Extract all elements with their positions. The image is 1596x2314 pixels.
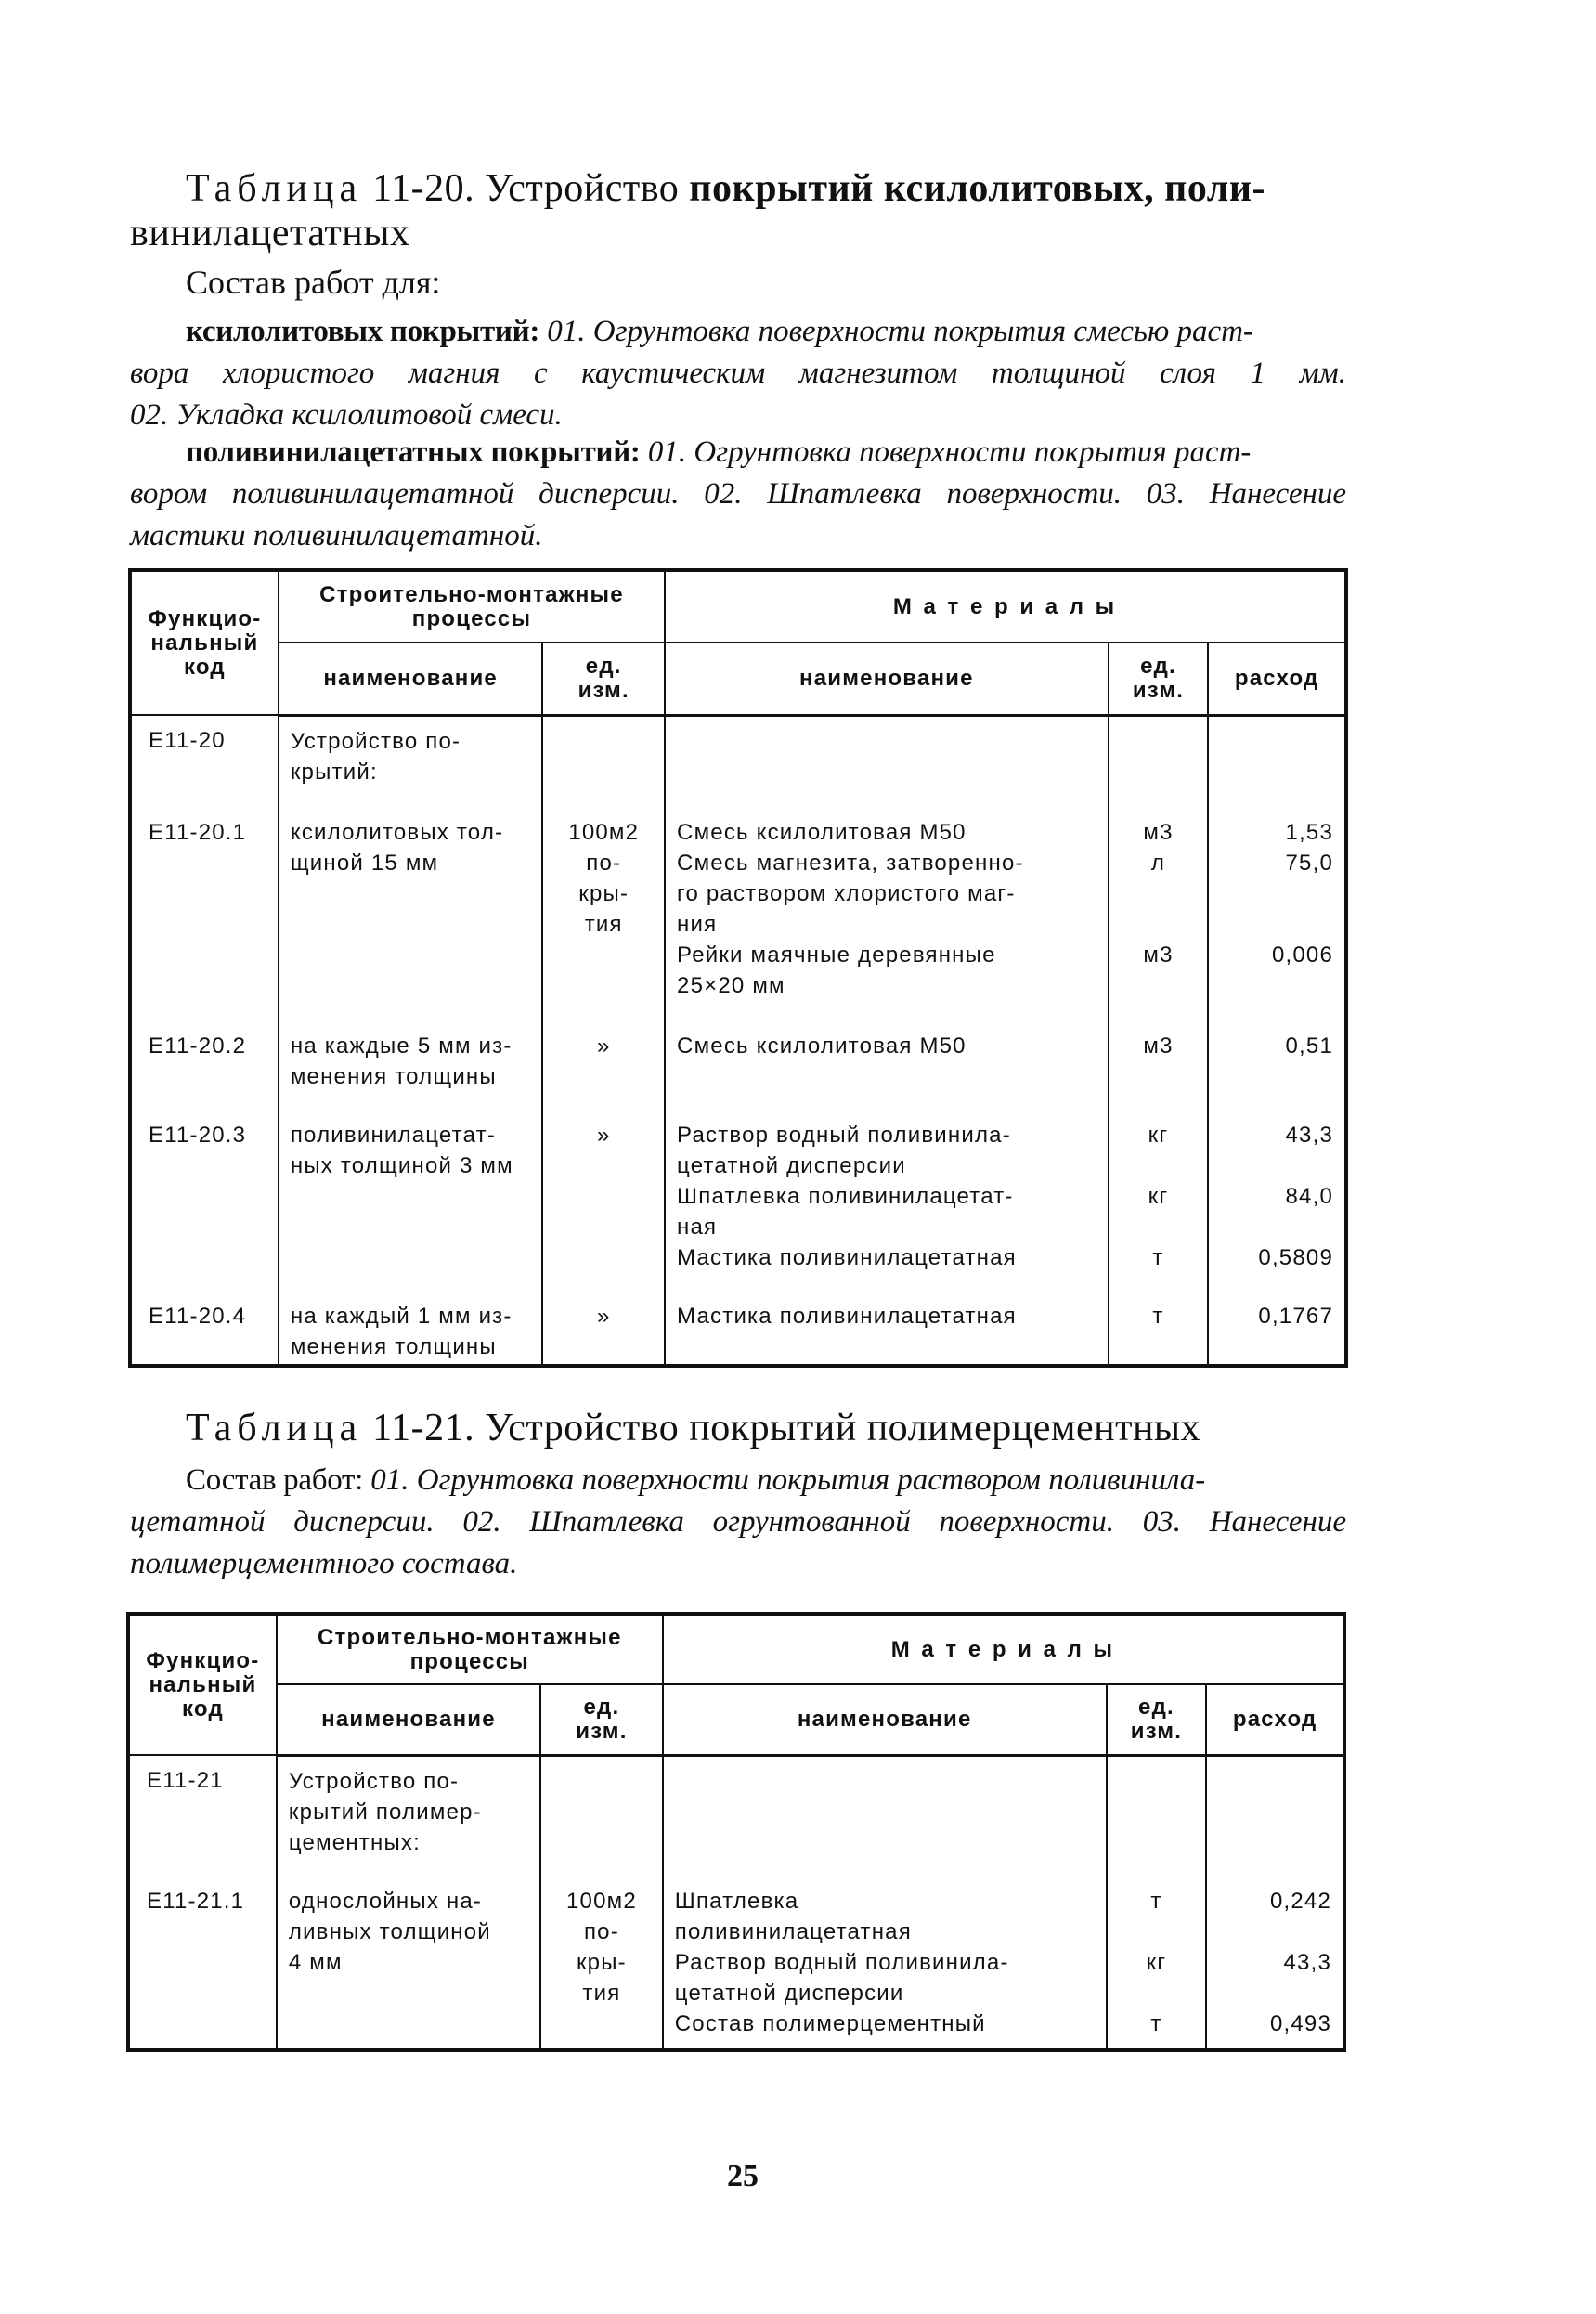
row-material-units: [1109, 1116, 1209, 1297]
row-material-units-line: [1119, 1917, 1195, 1947]
row-process-line: Устройство по-: [288, 1768, 460, 1794]
row-material-units: [1107, 1882, 1207, 2050]
row-values-line: [1220, 970, 1333, 1001]
row-values: [1206, 1755, 1344, 1882]
row-values-line: 0,1767: [1258, 1303, 1333, 1329]
row-values-line: 0,51: [1285, 1033, 1333, 1059]
table1-caption-title-normal: Устройство: [485, 167, 680, 210]
row-process-line: щиной 15 мм: [290, 850, 439, 876]
row-process-line: Устройство по-: [290, 728, 461, 754]
paragraph-2-line: мастики поливинилацетатной.: [130, 519, 543, 552]
table2-paragraph-line: цетатной дисперсии. 02. Шпатлевка огрунтованной поверхности. 03. Нанесение: [130, 1505, 1346, 1539]
row-material-units: [1109, 1027, 1209, 1116]
row-process-unit-line: кры-: [576, 1949, 627, 1975]
table1-paragraph-2: [130, 432, 1346, 557]
row-materials: [665, 1297, 1109, 1366]
row-values-line: [1220, 1150, 1333, 1181]
row-values-line: 75,0: [1285, 850, 1333, 876]
row-process-unit: [542, 813, 665, 1027]
row-code: Е11-21: [128, 1755, 277, 1882]
row-materials: [665, 715, 1109, 813]
row-process-line: ных толщиной 3 мм: [290, 1152, 513, 1178]
row-values: [1206, 1882, 1344, 2050]
row-values-line: 0,242: [1269, 1888, 1331, 1914]
row-process-line: однослойных на-: [288, 1888, 483, 1914]
row-values-line: [1218, 1917, 1331, 1947]
row-code: Е11-20.2: [130, 1027, 279, 1116]
row-material-units: [1109, 813, 1209, 1027]
row-material-units-line: [1121, 970, 1197, 1001]
table-11-20: [128, 568, 1348, 1368]
row-material-units-line: кг: [1146, 1949, 1167, 1975]
row-materials-line: Смесь ксилолитовая М50: [677, 1033, 967, 1059]
row-material-units-line: кг: [1148, 1122, 1169, 1148]
row-material-units-line: [1121, 909, 1197, 940]
table1-paragraph-1: [130, 311, 1346, 436]
header-process-name: наименование: [277, 1684, 540, 1755]
header-material-unit: ед. изм.: [1107, 1684, 1207, 1755]
row-process: [279, 1116, 543, 1297]
row-process-unit: [540, 1755, 663, 1882]
paragraph-2-lead: поливинилацетатных покрытий:: [186, 436, 641, 469]
row-material-units: [1109, 715, 1209, 813]
paragraph-2-line: вором поливинилацетатной дисперсии. 02. Шпатлевка поверхности. 03. Нанесение: [130, 477, 1346, 511]
row-materials-line: цетатной дисперсии: [674, 1980, 904, 2006]
row-process-unit-line: тия: [582, 1980, 621, 2006]
row-process-unit-line: »: [596, 1122, 611, 1148]
header-process-unit: ед. изм.: [540, 1684, 663, 1755]
row-values-line: 1,53: [1285, 819, 1333, 845]
table2-paragraph-line: полимерцементного состава.: [130, 1547, 518, 1580]
header-process-name: наименование: [279, 643, 543, 715]
row-process: [279, 813, 543, 1027]
row-materials: [663, 1755, 1107, 1882]
header-process-unit: ед. изм.: [542, 643, 665, 715]
table2-caption-word: Таблица: [186, 1407, 363, 1450]
row-process-unit-line: тия: [584, 911, 623, 937]
row-material-units: [1109, 1297, 1209, 1366]
row-materials-line: Смесь ксилолитовая М50: [677, 819, 967, 845]
row-process-unit-line: по-: [583, 1918, 619, 1944]
table-row: [128, 1755, 1344, 1882]
header-consumption: расход: [1206, 1684, 1344, 1755]
row-values-line: 84,0: [1285, 1183, 1333, 1209]
row-process-line: менения толщины: [290, 1063, 497, 1089]
row-process-line: поливинилацетат-: [290, 1122, 497, 1148]
row-materials-line: Мастика поливинилацетатная: [677, 1303, 1017, 1329]
row-material-units-line: м3: [1143, 1033, 1174, 1059]
row-material-units-line: [1119, 1978, 1195, 2008]
header-code: Функцио- нальный код: [130, 570, 279, 715]
paragraph-1-line: 02. Укладка ксилолитовой смеси.: [130, 398, 563, 432]
row-materials-line: Мастика поливинилацетатная: [677, 1244, 1017, 1270]
table-11-21: [126, 1612, 1346, 2052]
header-materials: М а т е р и а л ы: [665, 570, 1346, 643]
row-values-line: 43,3: [1285, 1122, 1333, 1148]
row-process-unit: [540, 1882, 663, 2050]
row-materials-line: 25×20 мм: [677, 972, 785, 998]
header-materials: М а т е р и а л ы: [663, 1614, 1344, 1684]
header-processes: Строительно-монтажные процессы: [277, 1614, 663, 1684]
row-values: [1208, 1027, 1346, 1116]
table2-paragraph-lead: Состав работ:: [186, 1463, 363, 1497]
table2-caption: [186, 1407, 1411, 1450]
header-processes: Строительно-монтажные процессы: [279, 570, 665, 643]
table-row: [130, 1297, 1346, 1366]
paragraph-2-line: 01. Огрунтовка поверхности покрытия раст-: [647, 436, 1252, 469]
row-values: [1208, 813, 1346, 1027]
row-process: [277, 1882, 540, 2050]
row-process-line: ксилолитовых тол-: [290, 819, 504, 845]
row-code: Е11-20.1: [130, 813, 279, 1027]
row-material-units-line: л: [1150, 850, 1166, 876]
row-process-line: на каждый 1 мм из-: [290, 1303, 513, 1329]
row-process-line: на каждые 5 мм из-: [290, 1033, 513, 1059]
row-material-units-line: т: [1152, 1303, 1164, 1329]
row-process-unit: [542, 1027, 665, 1116]
row-material-units-line: [1121, 1212, 1197, 1242]
row-material-units-line: м3: [1143, 942, 1174, 968]
row-materials-line: го раствором хлористого маг-: [677, 880, 1016, 906]
table-row: [130, 813, 1346, 1027]
table1-caption-line2: винилацетатных: [130, 212, 410, 254]
row-code: Е11-20: [130, 715, 279, 813]
row-material-units-line: т: [1152, 1244, 1164, 1270]
header-material-name: наименование: [665, 643, 1109, 715]
row-process-unit-line: по-: [586, 850, 622, 876]
row-process-unit-line: »: [596, 1303, 611, 1329]
row-process-line: крытий:: [290, 759, 378, 785]
row-process-unit: [542, 1297, 665, 1366]
row-material-units-line: м3: [1143, 819, 1174, 845]
row-material-units-line: [1121, 878, 1197, 909]
row-values-line: [1218, 1978, 1331, 2008]
paragraph-1-lead: ксилолитовых покрытий:: [186, 315, 540, 348]
row-values-line: [1220, 1212, 1333, 1242]
row-process-unit: [542, 1116, 665, 1297]
header-material-unit: ед. изм.: [1109, 643, 1209, 715]
table-row: [130, 1116, 1346, 1297]
table1-caption: [186, 167, 1411, 210]
row-values-line: 0,006: [1271, 942, 1333, 968]
table2-paragraph: [130, 1460, 1346, 1585]
row-materials-line: Рейки маячные деревянные: [677, 942, 996, 968]
row-materials-line: ния: [677, 911, 718, 937]
row-process-unit-line: 100м2: [568, 819, 640, 845]
row-materials-line: Раствор водный поливинила-: [677, 1122, 1011, 1148]
row-process: [279, 1027, 543, 1116]
row-process-line: цементных:: [288, 1829, 421, 1855]
table-row: [130, 1027, 1346, 1116]
row-materials-line: поливинилацетатная: [674, 1918, 912, 1944]
row-materials-line: Смесь магнезита, затворенно-: [677, 850, 1024, 876]
row-values-line: 43,3: [1283, 1949, 1331, 1975]
row-materials: [665, 1027, 1109, 1116]
row-materials-line: Состав полимерцементный: [674, 2010, 986, 2036]
row-process-unit-line: кры-: [578, 880, 629, 906]
row-material-units-line: [1121, 1150, 1197, 1181]
table2-caption-title: 11-21. Устройство покрытий полимерцементных: [372, 1407, 1201, 1450]
header-material-name: наименование: [663, 1684, 1107, 1755]
row-process: [277, 1755, 540, 1882]
table1-subtitle: Состав работ для:: [186, 264, 441, 301]
row-values: [1208, 1297, 1346, 1366]
row-values-line: [1220, 878, 1333, 909]
row-process: [279, 715, 543, 813]
row-materials: [665, 1116, 1109, 1297]
row-process-unit-line: »: [596, 1033, 611, 1059]
row-process-line: 4 мм: [288, 1949, 343, 1975]
row-values-line: 0,5809: [1258, 1244, 1333, 1270]
row-code: Е11-20.3: [130, 1116, 279, 1297]
row-materials: [665, 813, 1109, 1027]
row-code: Е11-20.4: [130, 1297, 279, 1366]
row-values-line: 0,493: [1269, 2010, 1331, 2036]
row-materials-line: Раствор водный поливинила-: [674, 1949, 1009, 1975]
header-consumption: расход: [1208, 643, 1346, 715]
row-materials: [663, 1882, 1107, 2050]
page-number: 25: [727, 2159, 759, 2193]
row-materials-line: ная: [677, 1214, 718, 1240]
row-process-unit: [542, 715, 665, 813]
table2-paragraph-line: 01. Огрунтовка поверхности покрытия раствором поливинила-: [370, 1463, 1206, 1497]
row-values: [1208, 715, 1346, 813]
row-material-units-line: кг: [1148, 1183, 1169, 1209]
row-process-line: менения толщины: [290, 1333, 497, 1359]
header-code: Функцио- нальный код: [128, 1614, 277, 1755]
row-materials-line: цетатной дисперсии: [677, 1152, 906, 1178]
row-process: [279, 1297, 543, 1366]
row-process-line: крытий полимер-: [288, 1799, 482, 1825]
row-values-line: [1220, 909, 1333, 940]
row-material-units-line: т: [1150, 2010, 1162, 2036]
paragraph-1-line: 01. Огрунтовка поверхности покрытия смесью раст-: [547, 315, 1253, 348]
table-row: [130, 715, 1346, 813]
row-code: Е11-21.1: [128, 1882, 277, 2050]
row-process-unit-line: 100м2: [565, 1888, 637, 1914]
table1-caption-title-bold: покрытий ксилолитовых, поли-: [689, 167, 1266, 210]
table-row: [128, 1882, 1344, 2050]
row-values: [1208, 1116, 1346, 1297]
row-materials-line: Шпатлевка поливинилацетат-: [677, 1183, 1014, 1209]
row-material-units: [1107, 1755, 1207, 1882]
row-process-line: ливных толщиной: [288, 1918, 491, 1944]
table1-caption-word: Таблица: [186, 167, 363, 210]
paragraph-1-line: вора хлористого магния с каустическим магнезитом толщиной слоя 1 мм.: [130, 357, 1346, 390]
table1-caption-number: 11-20.: [372, 167, 475, 210]
row-material-units-line: т: [1150, 1888, 1162, 1914]
row-materials-line: Шпатлевка: [674, 1888, 799, 1914]
